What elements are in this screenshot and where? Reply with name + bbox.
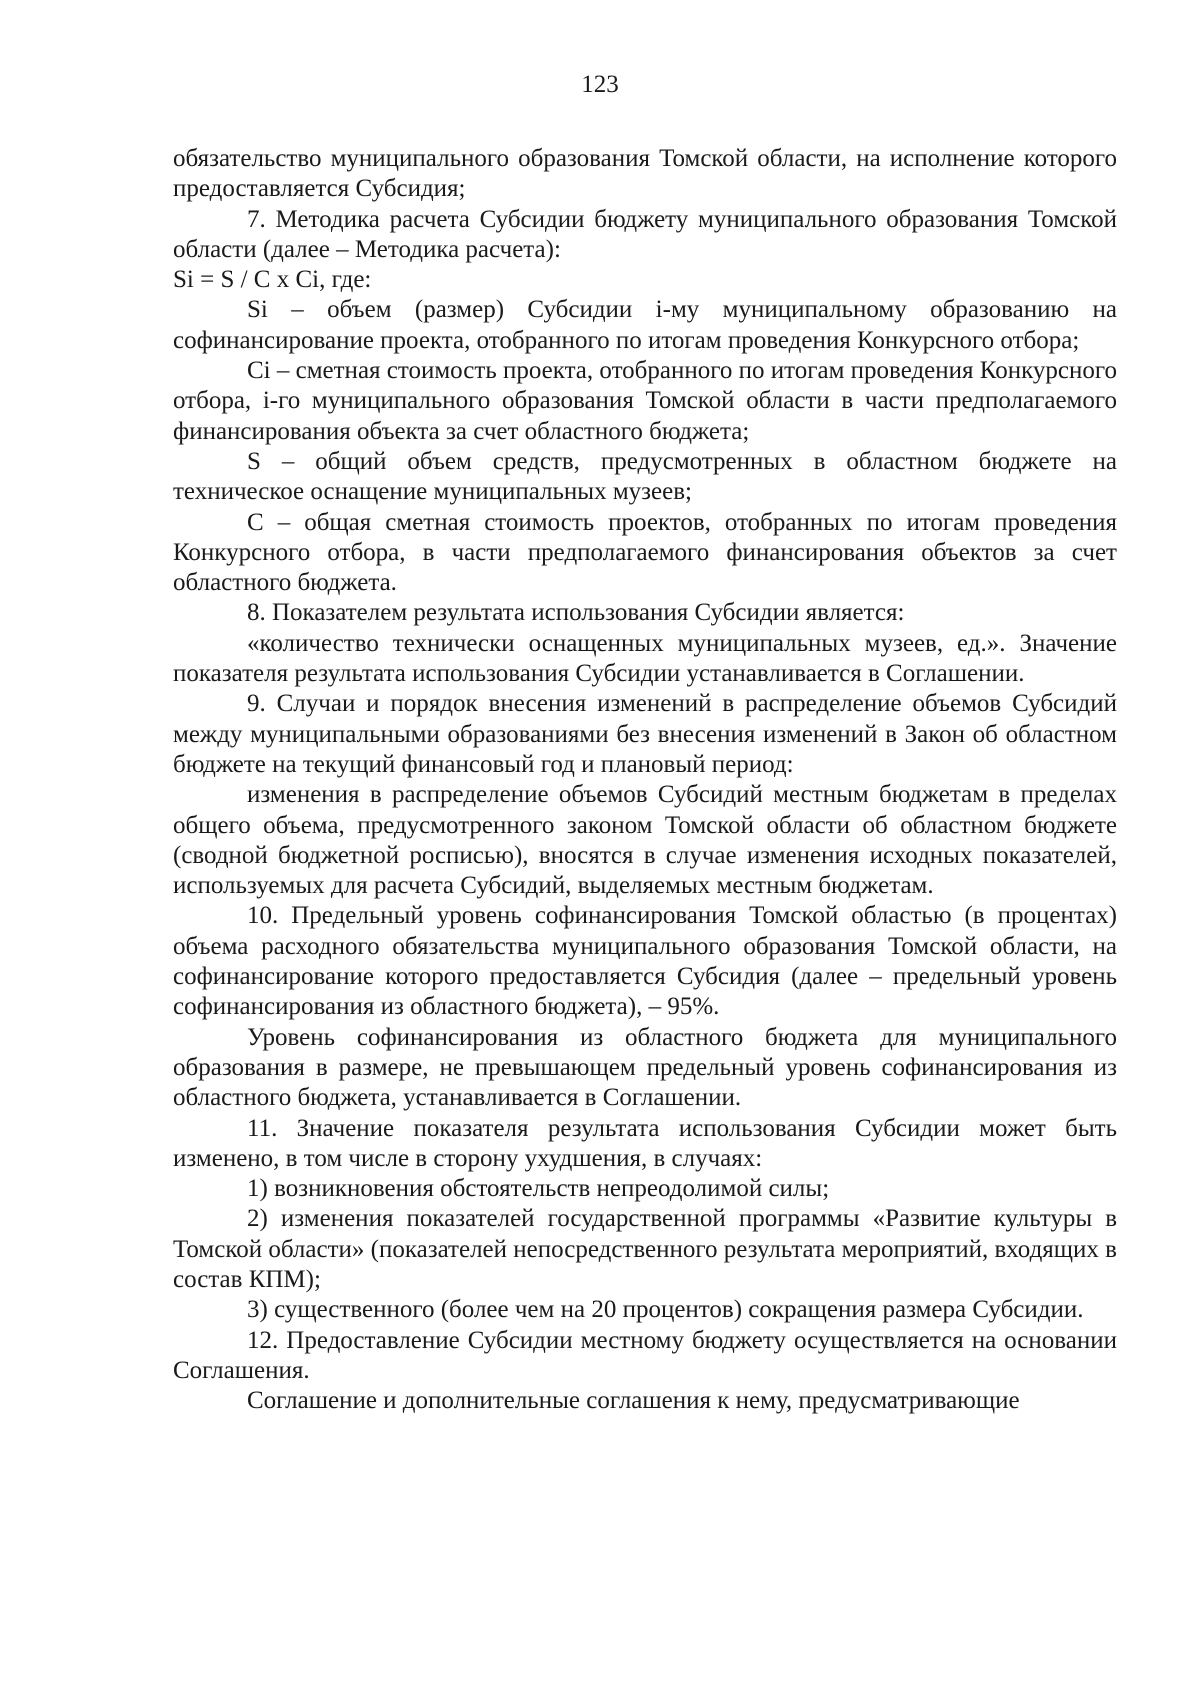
paragraph-ci-definition: Ci – сметная стоимость проекта, отобранного по итогам проведения Конкурсного отбора, i-го муниципального образования Томской области в части предполагаемого финансирования объекта за счет областного бюджета;	[173, 357, 1117, 445]
paragraph-agreement: Соглашение и дополнительные соглашения к нему, предусматривающие	[247, 1387, 1020, 1415]
paragraph-item-12: 12. Предоставление Субсидии местному бюджету осуществляется на основании Соглашения.	[173, 1326, 1117, 1384]
paragraph-continuation: обязательство муниципального образования Томской области, на исполнение которого предоставляется Субсидия;	[173, 145, 1117, 203]
formula: Si = S / C x Ci, где:	[173, 266, 372, 294]
paragraph-indicator: «количество технически оснащенных муниципальных музеев, ед.». Значение показателя результата использования Субсидии устанавливается в Соглашении.	[173, 629, 1117, 688]
paragraph-item-10: 10. Предельный уровень софинансирования Томской областью (в процентах) объема расходного обязательства муниципального образования Томской области, на софинансирование которого предоставляется Субсидия (далее – предельный уровень софинансирования из областного бюджета), – 95%.	[173, 902, 1117, 1021]
list-item-2: 2) изменения показателей государственной программы «Развитие культуры в Томской области» (показателей непосредственного результата мероприятий, входящих в состав КПМ);	[173, 1205, 1117, 1293]
list-item-3: 3) существенного (более чем на 20 процентов) сокращения размера Субсидии.	[247, 1296, 1084, 1324]
paragraph-item-11: 11. Значение показателя результата использования Субсидии может быть изменено, в том числе в сторону ухудшения, в случаях:	[173, 1114, 1117, 1172]
paragraph-item-7: 7. Методика расчета Субсидии бюджету муниципального образования Томской области (далее – Методика расчета):	[173, 205, 1117, 263]
document-body	[173, 144, 1117, 1416]
list-item-1: 1) возникновения обстоятельств непреодолимой силы;	[247, 1175, 830, 1203]
paragraph-s-definition: S – общий объем средств, предусмотренных в областном бюджете на техническое оснащение муниципальных музеев;	[173, 447, 1117, 506]
paragraph-cofinancing-level: Уровень софинансирования из областного бюджета для муниципального образования в размере, не превышающем предельный уровень софинансирования из областного бюджета, устанавливается в Соглашении.	[173, 1023, 1117, 1112]
paragraph-item-9: 9. Случаи и порядок внесения изменений в распределение объемов Субсидий между муниципальными образованиями без внесения изменений в Закон об областном бюджете на текущий финансовый год и плановый период:	[173, 690, 1117, 778]
page-number: 123	[581, 71, 619, 98]
paragraph-si-definition: Si – объем (размер) Субсидии i-му муниципальному образованию на софинансирование проекта, отобранного по итогам проведения Конкурсного отбора;	[173, 296, 1117, 354]
paragraph-changes: изменения в распределение объемов Субсидий местным бюджетам в пределах общего объема, предусмотренного законом Томской области об областном бюджете (сводной бюджетной росписью), вносятся в случае изменения исходных показателей, используемых для расчета Субсидий, выделяемых местным бюджетам.	[173, 781, 1117, 900]
paragraph-item-8: 8. Показателем результата использования Субсидии является:	[247, 599, 905, 627]
paragraph-c-definition: C – общая сметная стоимость проектов, отобранных по итогам проведения Конкурсного отбора, в части предполагаемого финансирования объектов за счет областного бюджета.	[173, 508, 1117, 597]
